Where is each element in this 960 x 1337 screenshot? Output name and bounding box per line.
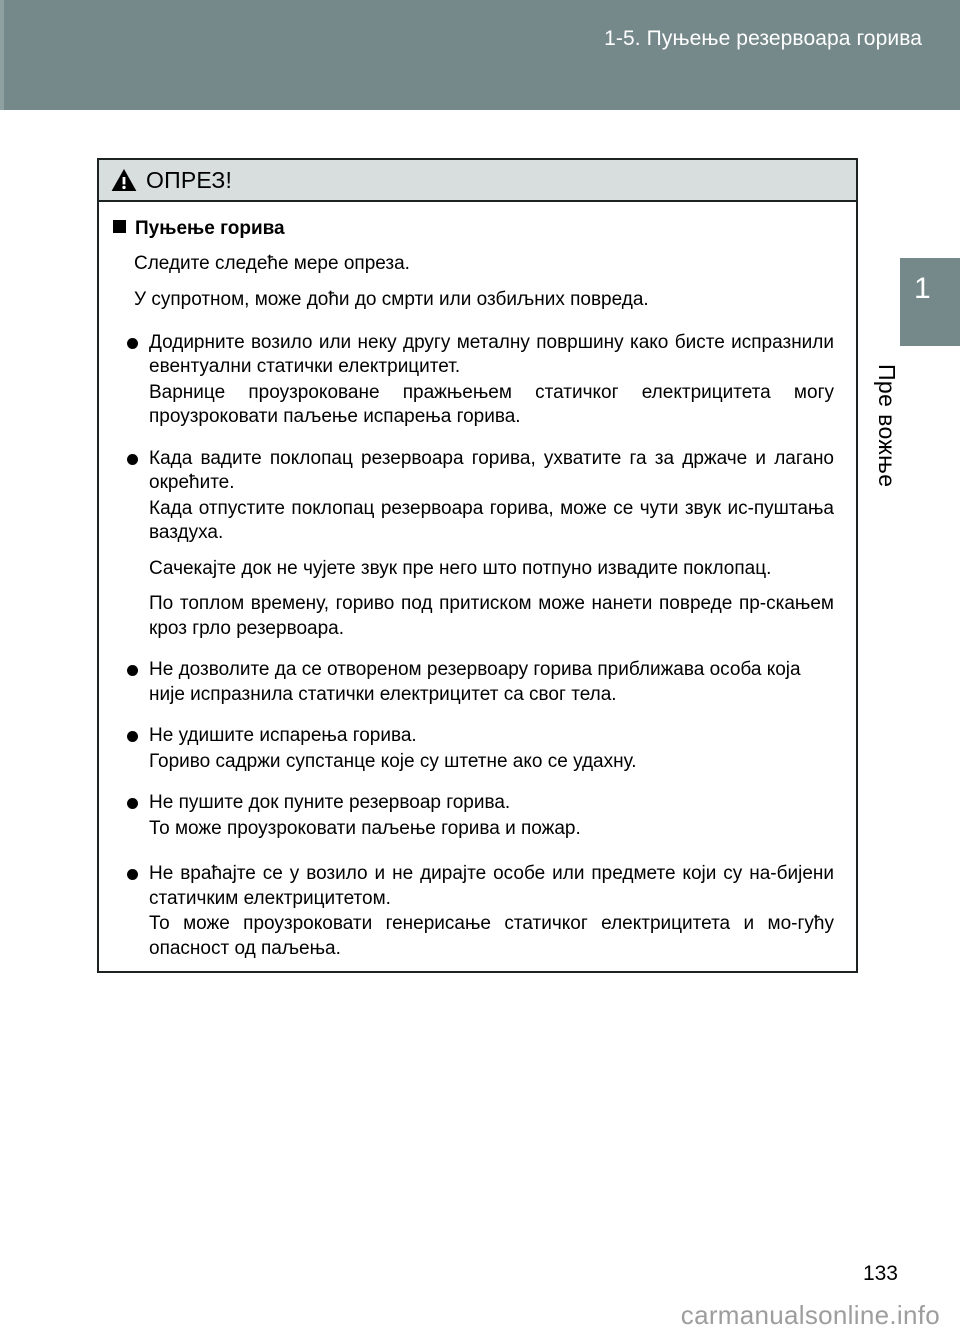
paragraph: Не враћајте се у возило и не дирајте особе или предмете који су на-бијени статичким електрицитетом. xyxy=(149,863,834,909)
paragraph: Не дозволите да се отвореном резервоару горива приближава особа која није испразнила статички електрицитет са свог тела. xyxy=(149,659,801,705)
square-marker-icon xyxy=(113,220,126,233)
section-heading xyxy=(113,218,834,240)
watermark: carmanualsonline.info xyxy=(680,1300,940,1330)
list-item xyxy=(127,331,834,431)
dot-marker-icon xyxy=(127,798,138,809)
dot-marker-icon xyxy=(127,338,138,349)
dot-marker-icon xyxy=(127,665,138,676)
paragraph: Када вадите поклопац резервоара горива, ухватите га за држаче и лагано окрећите. xyxy=(149,447,834,494)
list-item xyxy=(127,791,834,842)
list-item-text xyxy=(149,331,834,431)
paragraph: Када отпустите поклопац резервоара горива, може се чути звук ис-пуштања ваздуха. xyxy=(149,497,834,544)
dot-marker-icon xyxy=(127,731,138,742)
caution-header xyxy=(99,160,856,202)
intro-line: У супротном, може доћи до смрти или озбиљних повреда. xyxy=(134,289,649,311)
paragraph: Не удишите испарења горива. xyxy=(149,725,417,747)
list-item xyxy=(127,447,834,643)
dot-marker-icon xyxy=(127,869,138,880)
paragraph: Гориво садржи супстанце које су штетне ако се удахну. xyxy=(149,750,637,772)
chapter-number: 1 xyxy=(914,272,931,305)
page-title: 1-5. Пуњење резервоара горива xyxy=(604,27,922,50)
dot-marker-icon xyxy=(127,454,138,465)
caution-title: ОПРЕЗ! xyxy=(146,166,233,193)
chapter-label-text: Пре вожње xyxy=(874,364,900,488)
paragraph: Не пушите док пуните резервоар горива. xyxy=(149,792,511,814)
list-item xyxy=(127,724,834,775)
list-item-text xyxy=(149,862,834,962)
page-number: 133 xyxy=(862,1262,898,1285)
paragraph: Варнице проузроковане пражњењем статичког електрицитета могу проузроковати паљење испарења горива. xyxy=(149,381,834,428)
paragraph: То може проузроковати паљење горива и пожар. xyxy=(149,817,581,839)
chapter-label xyxy=(873,360,900,488)
paragraph: То може проузроковати генерисање статичког електрицитета и мо-гућу опасност од паљења. xyxy=(149,913,834,959)
list-item-text xyxy=(149,447,834,643)
paragraph: По топлом времену, гориво под притиском може нанети повреде пр-скањем кроз грло резервоара. xyxy=(149,593,834,639)
paragraph: Сачекајте док не чујете звук пре него што потпуно извадите поклопац. xyxy=(149,557,772,579)
section-heading-text: Пуњење горива xyxy=(135,218,285,239)
list-item-text xyxy=(149,658,834,708)
paragraph: Додирните возило или неку другу металну површину како бисте испразнили евентуални статички електрицитет. xyxy=(149,331,834,378)
page-header-band xyxy=(0,0,960,110)
caution-body xyxy=(99,202,856,962)
list-item xyxy=(127,862,834,962)
list-item-text xyxy=(149,724,834,775)
warning-triangle-icon xyxy=(111,168,137,192)
list-item-text xyxy=(149,791,834,842)
caution-box xyxy=(97,158,858,973)
list-item xyxy=(127,658,834,708)
chapter-tab xyxy=(900,258,960,346)
intro-line: Следите следеће мере опреза. xyxy=(134,253,410,274)
